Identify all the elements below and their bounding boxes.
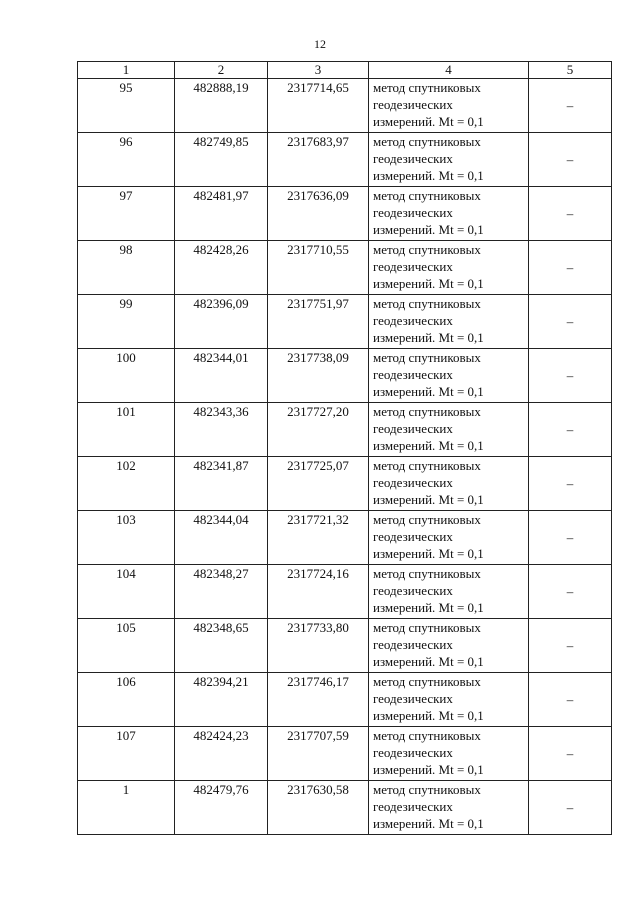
method-cell xyxy=(369,673,529,727)
column-5-cell: – xyxy=(529,295,612,349)
method-line: геодезических xyxy=(373,367,453,382)
page-number: 12 xyxy=(314,37,326,51)
method-line: измерений. Mt = 0,1 xyxy=(373,384,484,399)
method-line: метод спутниковых xyxy=(373,566,481,581)
method-line: метод спутниковых xyxy=(373,296,481,311)
method-cell xyxy=(369,295,529,349)
x-coordinate-cell: 482341,87 xyxy=(175,457,268,511)
x-coordinate-cell: 482888,19 xyxy=(175,79,268,133)
table-row xyxy=(78,781,612,835)
method-line: измерений. Mt = 0,1 xyxy=(373,114,484,129)
point-number-cell: 106 xyxy=(78,673,175,727)
table-row xyxy=(78,241,612,295)
point-number-cell: 105 xyxy=(78,619,175,673)
y-coordinate-cell: 2317707,59 xyxy=(268,727,369,781)
point-number-cell: 99 xyxy=(78,295,175,349)
table-row xyxy=(78,79,612,133)
point-number-cell: 101 xyxy=(78,403,175,457)
method-line: метод спутниковых xyxy=(373,242,481,257)
column-header-2: 2 xyxy=(175,62,268,79)
method-line: измерений. Mt = 0,1 xyxy=(373,816,484,831)
y-coordinate-cell: 2317725,07 xyxy=(268,457,369,511)
method-line: метод спутниковых xyxy=(373,404,481,419)
y-coordinate-cell: 2317751,97 xyxy=(268,295,369,349)
column-header-4: 4 xyxy=(369,62,529,79)
method-line: измерений. Mt = 0,1 xyxy=(373,654,484,669)
table-row xyxy=(78,565,612,619)
point-number-cell: 98 xyxy=(78,241,175,295)
method-cell xyxy=(369,727,529,781)
method-cell xyxy=(369,511,529,565)
method-cell xyxy=(369,349,529,403)
method-line: метод спутниковых xyxy=(373,80,481,95)
method-line: геодезических xyxy=(373,691,453,706)
method-line: метод спутниковых xyxy=(373,512,481,527)
method-cell xyxy=(369,241,529,295)
column-header-5: 5 xyxy=(529,62,612,79)
method-line: измерений. Mt = 0,1 xyxy=(373,762,484,777)
x-coordinate-cell: 482344,04 xyxy=(175,511,268,565)
table-row xyxy=(78,349,612,403)
y-coordinate-cell: 2317746,17 xyxy=(268,673,369,727)
method-cell xyxy=(369,619,529,673)
method-cell xyxy=(369,187,529,241)
point-number-cell: 100 xyxy=(78,349,175,403)
method-line: измерений. Mt = 0,1 xyxy=(373,168,484,183)
column-header-3: 3 xyxy=(268,62,369,79)
y-coordinate-cell: 2317727,20 xyxy=(268,403,369,457)
method-line: геодезических xyxy=(373,475,453,490)
column-5-cell: – xyxy=(529,349,612,403)
y-coordinate-cell: 2317714,65 xyxy=(268,79,369,133)
method-line: геодезических xyxy=(373,745,453,760)
method-line: измерений. Mt = 0,1 xyxy=(373,276,484,291)
table-row xyxy=(78,187,612,241)
y-coordinate-cell: 2317733,80 xyxy=(268,619,369,673)
method-line: измерений. Mt = 0,1 xyxy=(373,600,484,615)
x-coordinate-cell: 482396,09 xyxy=(175,295,268,349)
method-line: геодезических xyxy=(373,799,453,814)
y-coordinate-cell: 2317636,09 xyxy=(268,187,369,241)
column-5-cell: – xyxy=(529,187,612,241)
method-cell xyxy=(369,781,529,835)
method-cell xyxy=(369,79,529,133)
column-5-cell: – xyxy=(529,727,612,781)
point-number-cell: 107 xyxy=(78,727,175,781)
point-number-cell: 97 xyxy=(78,187,175,241)
column-5-cell: – xyxy=(529,79,612,133)
x-coordinate-cell: 482348,65 xyxy=(175,619,268,673)
method-line: измерений. Mt = 0,1 xyxy=(373,492,484,507)
y-coordinate-cell: 2317683,97 xyxy=(268,133,369,187)
method-line: метод спутниковых xyxy=(373,350,481,365)
table-row xyxy=(78,727,612,781)
table-row xyxy=(78,511,612,565)
table-row xyxy=(78,295,612,349)
x-coordinate-cell: 482749,85 xyxy=(175,133,268,187)
x-coordinate-cell: 482428,26 xyxy=(175,241,268,295)
x-coordinate-cell: 482479,76 xyxy=(175,781,268,835)
method-line: геодезических xyxy=(373,529,453,544)
y-coordinate-cell: 2317721,32 xyxy=(268,511,369,565)
column-5-cell: – xyxy=(529,781,612,835)
method-line: геодезических xyxy=(373,583,453,598)
column-5-cell: – xyxy=(529,511,612,565)
table-row xyxy=(78,457,612,511)
table-row xyxy=(78,403,612,457)
point-number-cell: 104 xyxy=(78,565,175,619)
method-line: метод спутниковых xyxy=(373,134,481,149)
method-line: метод спутниковых xyxy=(373,728,481,743)
x-coordinate-cell: 482424,23 xyxy=(175,727,268,781)
point-number-cell: 103 xyxy=(78,511,175,565)
column-5-cell: – xyxy=(529,565,612,619)
y-coordinate-cell: 2317630,58 xyxy=(268,781,369,835)
table-row xyxy=(78,133,612,187)
method-line: геодезических xyxy=(373,259,453,274)
column-5-cell: – xyxy=(529,457,612,511)
method-line: измерений. Mt = 0,1 xyxy=(373,438,484,453)
method-line: измерений. Mt = 0,1 xyxy=(373,708,484,723)
column-header-1: 1 xyxy=(78,62,175,79)
x-coordinate-cell: 482343,36 xyxy=(175,403,268,457)
x-coordinate-cell: 482394,21 xyxy=(175,673,268,727)
point-number-cell: 96 xyxy=(78,133,175,187)
column-5-cell: – xyxy=(529,133,612,187)
method-line: геодезических xyxy=(373,637,453,652)
column-5-cell: – xyxy=(529,673,612,727)
column-5-cell: – xyxy=(529,241,612,295)
method-line: измерений. Mt = 0,1 xyxy=(373,330,484,345)
method-cell xyxy=(369,457,529,511)
method-line: геодезических xyxy=(373,313,453,328)
table-row xyxy=(78,619,612,673)
method-line: измерений. Mt = 0,1 xyxy=(373,546,484,561)
method-line: метод спутниковых xyxy=(373,782,481,797)
method-cell xyxy=(369,565,529,619)
y-coordinate-cell: 2317710,55 xyxy=(268,241,369,295)
method-line: метод спутниковых xyxy=(373,620,481,635)
column-5-cell: – xyxy=(529,619,612,673)
method-line: геодезических xyxy=(373,205,453,220)
x-coordinate-cell: 482348,27 xyxy=(175,565,268,619)
point-number-cell: 1 xyxy=(78,781,175,835)
y-coordinate-cell: 2317724,16 xyxy=(268,565,369,619)
method-line: измерений. Mt = 0,1 xyxy=(373,222,484,237)
x-coordinate-cell: 482481,97 xyxy=(175,187,268,241)
method-line: геодезических xyxy=(373,421,453,436)
method-cell xyxy=(369,403,529,457)
header-row xyxy=(78,62,612,79)
method-cell xyxy=(369,133,529,187)
column-5-cell: – xyxy=(529,403,612,457)
point-number-cell: 102 xyxy=(78,457,175,511)
x-coordinate-cell: 482344,01 xyxy=(175,349,268,403)
method-line: метод спутниковых xyxy=(373,188,481,203)
method-line: геодезических xyxy=(373,97,453,112)
point-number-cell: 95 xyxy=(78,79,175,133)
method-line: геодезических xyxy=(373,151,453,166)
coordinates-table xyxy=(77,61,612,835)
y-coordinate-cell: 2317738,09 xyxy=(268,349,369,403)
method-line: метод спутниковых xyxy=(373,458,481,473)
table-row xyxy=(78,673,612,727)
method-line: метод спутниковых xyxy=(373,674,481,689)
